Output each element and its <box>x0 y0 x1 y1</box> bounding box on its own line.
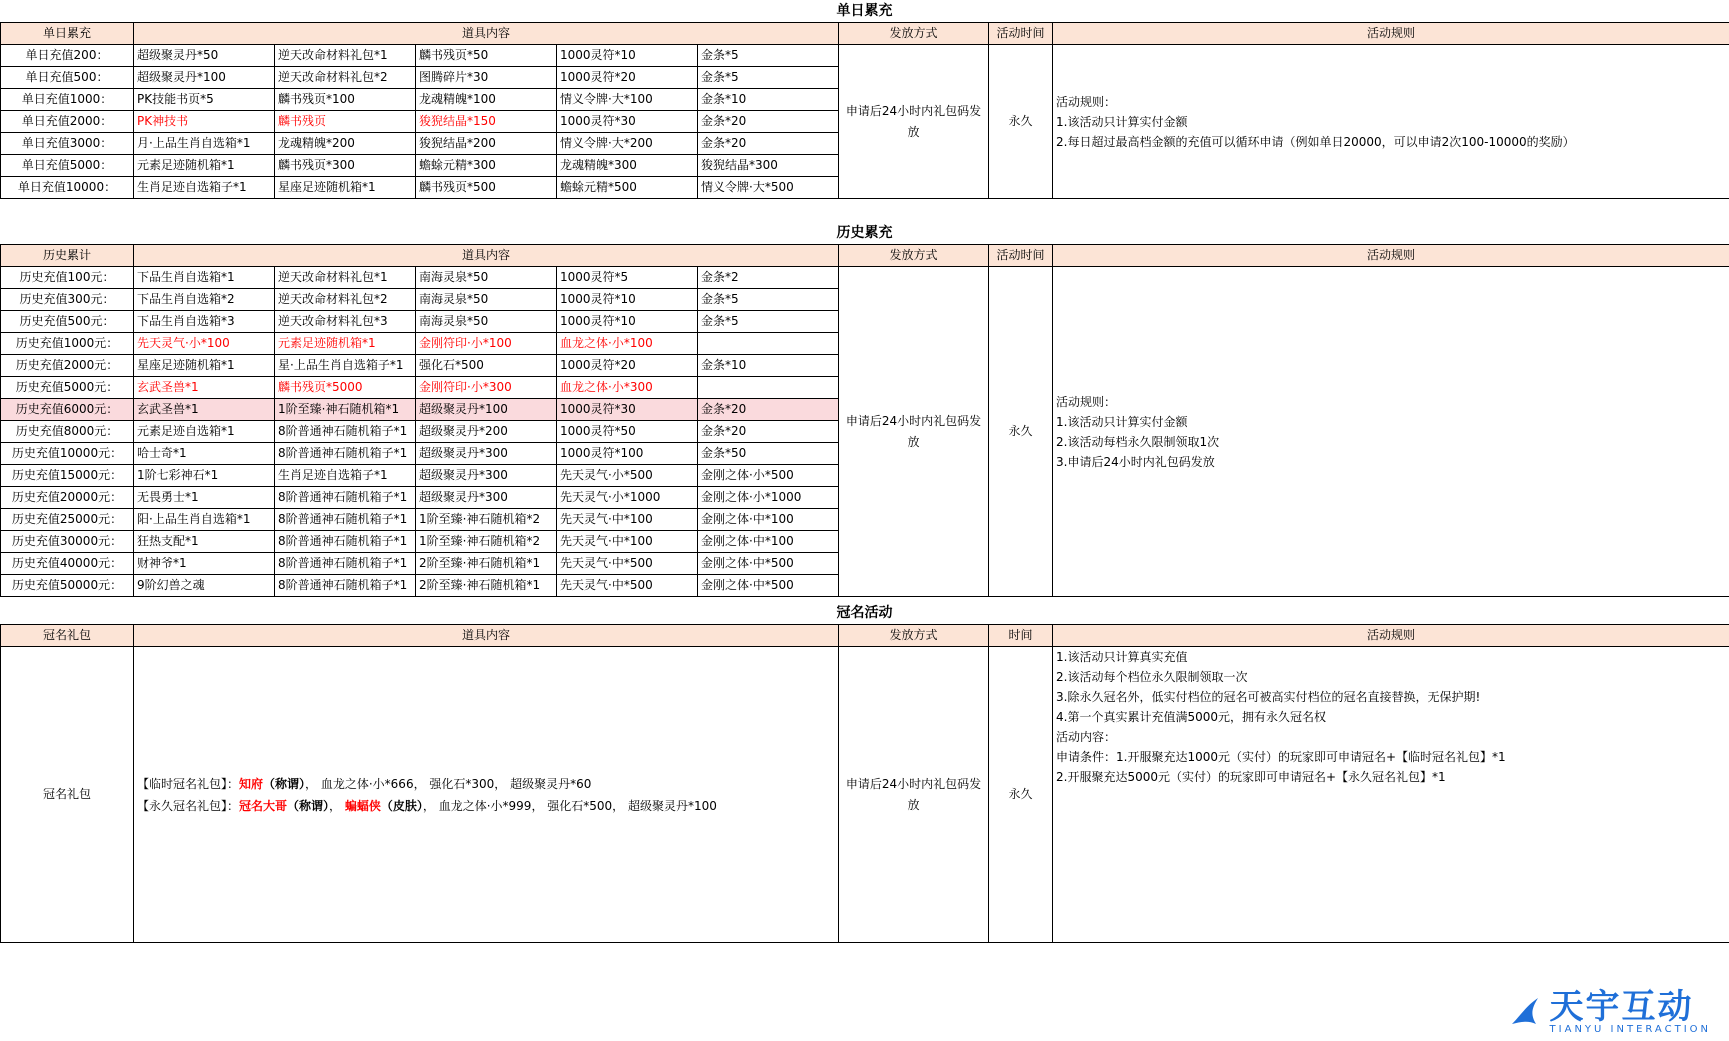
gift-line-temporary <box>137 773 835 795</box>
item-cell: 先天灵气·小*1000 <box>557 487 698 509</box>
item-cell: 金刚符印·小*300 <box>416 377 557 399</box>
item-cell: 逆天改命材料礼包*2 <box>275 289 416 311</box>
gift-temp-title: 知府 <box>239 776 264 791</box>
history-header-delivery: 发放方式 <box>839 245 989 267</box>
tier-cell: 历史充值8000元： <box>1 421 134 443</box>
item-cell: 逆天改命材料礼包*3 <box>275 311 416 333</box>
naming-package-cell: 冠名礼包 <box>1 647 134 943</box>
item-cell: 8阶普通神石随机箱子*1 <box>275 421 416 443</box>
gift-perm-tag2: （皮肤） <box>380 798 423 813</box>
daily-header-time: 活动时间 <box>989 23 1053 45</box>
item-cell: 超级聚灵丹*100 <box>134 67 275 89</box>
item-cell: 金刚之体·中*100 <box>698 531 839 553</box>
item-cell: 2阶至臻·神石随机箱*1 <box>416 575 557 597</box>
item-cell: 金刚符印·小*100 <box>416 333 557 355</box>
item-cell: 元素足迹自选箱*1 <box>134 421 275 443</box>
item-cell: 先天灵气·中*100 <box>557 509 698 531</box>
item-cell: PK神技书 <box>134 111 275 133</box>
item-cell: 血龙之体·小*300 <box>557 377 698 399</box>
item-cell: 金条*50 <box>698 443 839 465</box>
item-cell: 1000灵符*20 <box>557 67 698 89</box>
tier-cell: 历史充值6000元： <box>1 399 134 421</box>
naming-delivery-cell: 申请后24小时内礼包码发放 <box>839 647 989 943</box>
rule-line: 3.申请后24小时内礼包码发放 <box>1056 454 1215 469</box>
item-cell: 逆天改命材料礼包*1 <box>275 45 416 67</box>
daily-header-delivery: 发放方式 <box>839 23 989 45</box>
gift-perm-title: 冠名大哥 <box>239 798 288 813</box>
item-cell: 生肖足迹自选箱子*1 <box>134 177 275 199</box>
naming-rule-line: 申请条件：1.开服聚充达1000元（实付）的玩家即可申请冠名+【临时冠名礼包】*1 <box>1056 750 1506 764</box>
rule-line: 活动规则： <box>1056 94 1117 109</box>
item-cell: 1000灵符*20 <box>557 355 698 377</box>
item-cell: 蟾蜍元精*300 <box>416 155 557 177</box>
item-cell: 龙魂精魄*300 <box>557 155 698 177</box>
item-cell: 1阶七彩神石*1 <box>134 465 275 487</box>
naming-header-time: 时间 <box>989 625 1053 647</box>
tier-cell: 历史充值20000元： <box>1 487 134 509</box>
item-cell: 1阶至臻·神石随机箱*2 <box>416 509 557 531</box>
naming-rule-line: 3.除永久冠名外，低实付档位的冠名可被高实付档位的冠名直接替换，无保护期! <box>1056 690 1481 704</box>
item-cell: 下品生肖自选箱*3 <box>134 311 275 333</box>
naming-rule-line: 活动内容： <box>1056 730 1117 744</box>
tier-cell: 单日充值10000： <box>1 177 134 199</box>
item-cell: 情义令牌·大*200 <box>557 133 698 155</box>
gift-perm-rest: ， 血龙之体·小*999， 强化石*500， 超级聚灵丹*100 <box>422 798 717 813</box>
item-cell: 8阶普通神石随机箱子*1 <box>275 443 416 465</box>
item-cell: 血龙之体·小*100 <box>557 333 698 355</box>
delivery-cell: 申请后24小时内礼包码发放 <box>839 267 989 597</box>
item-cell: 超级聚灵丹*50 <box>134 45 275 67</box>
item-cell: 先天灵气·小*500 <box>557 465 698 487</box>
table-row <box>1 267 1729 289</box>
tier-cell: 历史充值5000元： <box>1 377 134 399</box>
item-cell: 超级聚灵丹*300 <box>416 487 557 509</box>
tier-cell: 历史充值2000元： <box>1 355 134 377</box>
daily-header-tier: 单日累充 <box>1 23 134 45</box>
item-cell: 先天灵气·中*500 <box>557 575 698 597</box>
tier-cell: 单日充值200： <box>1 45 134 67</box>
naming-section <box>0 602 1729 943</box>
tier-cell: 历史充值10000元： <box>1 443 134 465</box>
rule-line: 2.每日超过最高档金额的充值可以循环申请（例如单日20000，可以申请2次100-10000的奖励） <box>1056 134 1575 149</box>
time-cell: 永久 <box>989 267 1053 597</box>
item-cell: 元素足迹随机箱*1 <box>134 155 275 177</box>
tier-cell: 历史充值50000元： <box>1 575 134 597</box>
item-cell: 阳·上品生肖自选箱*1 <box>134 509 275 531</box>
history-title: 历史累充 <box>836 225 893 241</box>
item-cell: 8阶普通神石随机箱子*1 <box>275 531 416 553</box>
naming-header-rules: 活动规则 <box>1053 625 1729 647</box>
rules-cell <box>1053 45 1729 199</box>
item-cell: 金条*5 <box>698 289 839 311</box>
logo-text: 天宇互动 <box>1549 987 1694 1027</box>
gift-perm-sep: ， <box>329 798 345 813</box>
item-cell: 狻猊结晶*150 <box>416 111 557 133</box>
rule-line: 2.该活动每档永久限制领取1次 <box>1056 434 1220 449</box>
item-cell: 金条*20 <box>698 421 839 443</box>
item-cell: 1000灵符*5 <box>557 267 698 289</box>
item-cell: 逆天改命材料礼包*2 <box>275 67 416 89</box>
item-cell: 1000灵符*10 <box>557 45 698 67</box>
item-cell: 情义令牌·大*100 <box>557 89 698 111</box>
item-cell: 金刚之体·中*500 <box>698 575 839 597</box>
item-cell: 超级聚灵丹*300 <box>416 443 557 465</box>
item-cell: 金条*20 <box>698 133 839 155</box>
daily-header-items: 道具内容 <box>134 23 839 45</box>
tier-cell: 历史充值40000元： <box>1 553 134 575</box>
gift-line-permanent <box>137 795 835 817</box>
item-cell: 金条*5 <box>698 67 839 89</box>
item-cell: 狂热支配*1 <box>134 531 275 553</box>
history-header-items: 道具内容 <box>134 245 839 267</box>
item-cell: 超级聚灵丹*100 <box>416 399 557 421</box>
item-cell: 金条*10 <box>698 89 839 111</box>
gift-temp-rest: ， 血龙之体·小*666， 强化石*300， 超级聚灵丹*60 <box>305 776 592 791</box>
naming-rule-line: 1.该活动只计算真实充值 <box>1056 650 1188 664</box>
daily-title: 单日累充 <box>836 3 893 19</box>
item-cell: 南海灵泉*50 <box>416 267 557 289</box>
tier-cell: 单日充值5000： <box>1 155 134 177</box>
gift-perm-tag: （称谓） <box>287 798 330 813</box>
naming-rule-line: 2.开服聚充达5000元（实付）的玩家即可申请冠名+【永久冠名礼包】*1 <box>1056 770 1446 784</box>
logo-subtext: TIANYU INTERACTION <box>1549 1024 1711 1035</box>
tier-cell: 历史充值25000元： <box>1 509 134 531</box>
item-cell: 狻猊结晶*300 <box>698 155 839 177</box>
item-cell: 8阶普通神石随机箱子*1 <box>275 487 416 509</box>
naming-header-delivery: 发放方式 <box>839 625 989 647</box>
gift-perm-skin: 蝙蝠侠 <box>344 798 381 813</box>
item-cell: 1000灵符*10 <box>557 289 698 311</box>
naming-table <box>0 624 1729 943</box>
item-cell: 先天灵气·小*100 <box>134 333 275 355</box>
item-cell: 麟书残页*500 <box>416 177 557 199</box>
item-cell: 麟书残页*5000 <box>275 377 416 399</box>
item-cell <box>698 377 839 399</box>
item-cell: 8阶普通神石随机箱子*1 <box>275 509 416 531</box>
item-cell: 南海灵泉*50 <box>416 289 557 311</box>
item-cell: 金条*20 <box>698 111 839 133</box>
item-cell: 1阶至臻·神石随机箱*2 <box>416 531 557 553</box>
daily-section <box>0 0 1729 199</box>
item-cell: 星座足迹随机箱*1 <box>275 177 416 199</box>
rule-line: 活动规则： <box>1056 394 1117 409</box>
item-cell <box>698 333 839 355</box>
item-cell: 图腾碎片*30 <box>416 67 557 89</box>
naming-header-items: 道具内容 <box>134 625 839 647</box>
naming-rule-line: 2.该活动每个档位永久限制领取一次 <box>1056 670 1248 684</box>
tier-cell: 单日充值2000： <box>1 111 134 133</box>
naming-time-cell: 永久 <box>989 647 1053 943</box>
tier-cell: 历史充值300元： <box>1 289 134 311</box>
item-cell: 金条*5 <box>698 45 839 67</box>
item-cell: 金刚之体·中*100 <box>698 509 839 531</box>
item-cell: 金刚之体·小*500 <box>698 465 839 487</box>
tier-cell: 历史充值100元： <box>1 267 134 289</box>
item-cell: 超级聚灵丹*300 <box>416 465 557 487</box>
item-cell: 1000灵符*100 <box>557 443 698 465</box>
tier-cell: 历史充值1000元： <box>1 333 134 355</box>
item-cell: 先天灵气·中*500 <box>557 553 698 575</box>
item-cell: 8阶普通神石随机箱子*1 <box>275 575 416 597</box>
item-cell: 金刚之体·小*1000 <box>698 487 839 509</box>
item-cell: 哈士奇*1 <box>134 443 275 465</box>
tier-cell: 单日充值3000： <box>1 133 134 155</box>
history-header-tier: 历史累计 <box>1 245 134 267</box>
item-cell: 财神爷*1 <box>134 553 275 575</box>
item-cell: 蟾蜍元精*500 <box>557 177 698 199</box>
watermark-logo <box>1506 987 1711 1035</box>
item-cell: 龙魂精魄*100 <box>416 89 557 111</box>
item-cell: 生肖足迹自选箱子*1 <box>275 465 416 487</box>
item-cell: 1阶至臻·神石随机箱*1 <box>275 399 416 421</box>
item-cell: 元素足迹随机箱*1 <box>275 333 416 355</box>
history-table <box>0 244 1729 597</box>
item-cell: 金条*5 <box>698 311 839 333</box>
tier-cell: 历史充值30000元： <box>1 531 134 553</box>
rule-line: 1.该活动只计算实付金额 <box>1056 114 1188 129</box>
rule-line: 1.该活动只计算实付金额 <box>1056 414 1188 429</box>
item-cell: 强化石*500 <box>416 355 557 377</box>
item-cell: 麟书残页 <box>275 111 416 133</box>
gift-perm-label: 【永久冠名礼包】： <box>137 798 240 813</box>
gift-temp-label: 【临时冠名礼包】： <box>137 776 240 791</box>
item-cell: 下品生肖自选箱*1 <box>134 267 275 289</box>
item-cell: PK技能书页*5 <box>134 89 275 111</box>
naming-gift-cell <box>134 647 839 943</box>
item-cell: 1000灵符*50 <box>557 421 698 443</box>
delivery-cell: 申请后24小时内礼包码发放 <box>839 45 989 199</box>
item-cell: 2阶至臻·神石随机箱*1 <box>416 553 557 575</box>
daily-header-rules: 活动规则 <box>1053 23 1729 45</box>
history-header-rules: 活动规则 <box>1053 245 1729 267</box>
item-cell: 先天灵气·中*100 <box>557 531 698 553</box>
time-cell: 永久 <box>989 45 1053 199</box>
item-cell: 金刚之体·中*500 <box>698 553 839 575</box>
item-cell: 8阶普通神石随机箱子*1 <box>275 553 416 575</box>
item-cell: 星座足迹随机箱*1 <box>134 355 275 377</box>
item-cell: 南海灵泉*50 <box>416 311 557 333</box>
daily-table <box>0 22 1729 199</box>
item-cell: 麟书残页*300 <box>275 155 416 177</box>
history-header-time: 活动时间 <box>989 245 1053 267</box>
tier-cell: 历史充值15000元： <box>1 465 134 487</box>
tier-cell: 单日充值500： <box>1 67 134 89</box>
naming-rule-line: 4.第一个真实累计充值满5000元，拥有永久冠名权 <box>1056 710 1326 724</box>
item-cell: 麟书残页*100 <box>275 89 416 111</box>
tier-cell: 单日充值1000： <box>1 89 134 111</box>
item-cell: 下品生肖自选箱*2 <box>134 289 275 311</box>
history-section <box>0 222 1729 597</box>
item-cell: 9阶幻兽之魂 <box>134 575 275 597</box>
item-cell: 无畏勇士*1 <box>134 487 275 509</box>
item-cell: 月·上品生肖自选箱*1 <box>134 133 275 155</box>
item-cell: 逆天改命材料礼包*1 <box>275 267 416 289</box>
item-cell: 情义令牌·大*500 <box>698 177 839 199</box>
tier-cell: 历史充值500元： <box>1 311 134 333</box>
item-cell: 玄武圣兽*1 <box>134 399 275 421</box>
item-cell: 麟书残页*50 <box>416 45 557 67</box>
item-cell: 金条*20 <box>698 399 839 421</box>
table-row <box>1 45 1729 67</box>
item-cell: 玄武圣兽*1 <box>134 377 275 399</box>
item-cell: 星·上品生肖自选箱子*1 <box>275 355 416 377</box>
rules-cell <box>1053 267 1729 597</box>
logo-swoosh-icon <box>1506 994 1544 1032</box>
naming-rules-cell <box>1053 647 1729 943</box>
item-cell: 狻猊结晶*200 <box>416 133 557 155</box>
item-cell: 1000灵符*10 <box>557 311 698 333</box>
item-cell: 金条*2 <box>698 267 839 289</box>
item-cell: 龙魂精魄*200 <box>275 133 416 155</box>
item-cell: 1000灵符*30 <box>557 111 698 133</box>
naming-header-package: 冠名礼包 <box>1 625 134 647</box>
item-cell: 金条*10 <box>698 355 839 377</box>
item-cell: 超级聚灵丹*200 <box>416 421 557 443</box>
gift-temp-tag: （称谓） <box>263 776 306 791</box>
naming-title: 冠名活动 <box>836 605 893 621</box>
item-cell: 1000灵符*30 <box>557 399 698 421</box>
